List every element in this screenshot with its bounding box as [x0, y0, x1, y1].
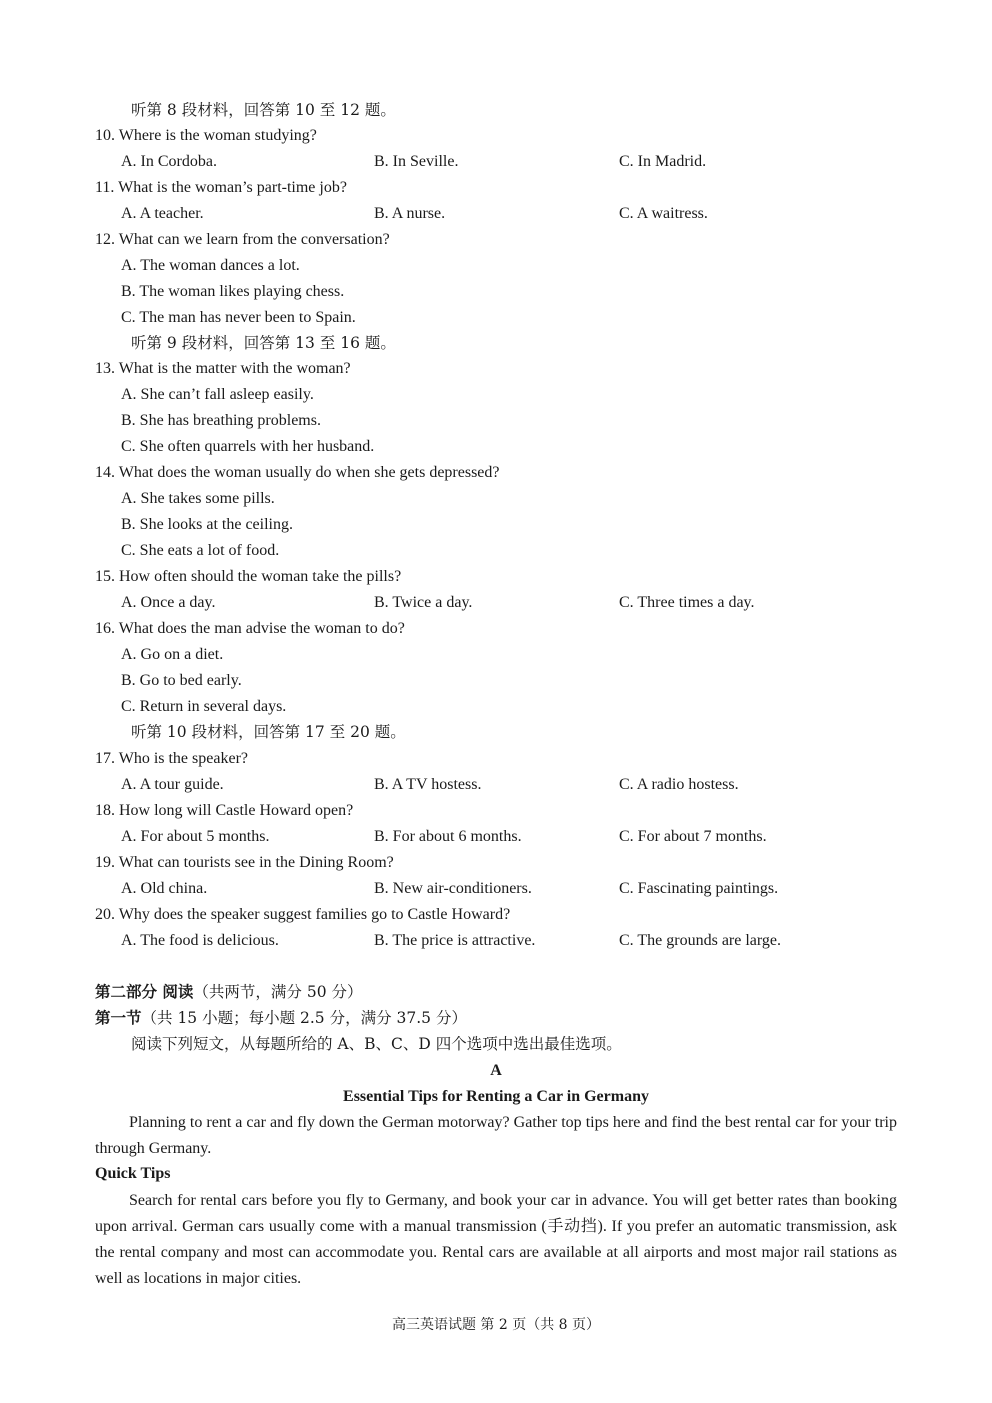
option-15-c: C. Three times a day. [619, 594, 755, 611]
option-13-c: C. She often quarrels with her husband. [121, 438, 375, 455]
option-18-a: A. For about 5 months. [121, 828, 270, 845]
option-10-c: C. In Madrid. [619, 153, 707, 170]
question-10: 10. Where is the woman studying? [95, 127, 317, 144]
passage-letter: A [490, 1062, 502, 1079]
option-14-c: C. She eats a lot of food. [121, 542, 280, 559]
part-two-score: （共两节，满分 50 分） [193, 983, 363, 1001]
option-11-b: B. A nurse. [374, 205, 446, 222]
question-14: 14. What does the woman usually do when she gets depressed? [95, 464, 500, 481]
option-18-c: C. For about 7 months. [619, 828, 767, 845]
section-one-heading [95, 1008, 467, 1028]
option-15-a: A. Once a day. [121, 594, 216, 611]
option-12-c: C. The man has never been to Spain. [121, 309, 356, 326]
option-19-c: C. Fascinating paintings. [619, 880, 779, 897]
option-11-a: A. A teacher. [121, 205, 204, 222]
option-16-b: B. Go to bed early. [121, 672, 242, 689]
part-two-title: 第二部分 阅读 [95, 982, 194, 1001]
option-20-b: B. The price is attractive. [374, 932, 536, 949]
passage-intro: Planning to rent a car and fly down the German motorway? Gather top tips here and find the best rental car for your trip through Germany. [95, 1114, 897, 1157]
option-17-b: B. A TV hostess. [374, 776, 482, 793]
option-12-a: A. The woman dances a lot. [121, 257, 300, 274]
question-17: 17. Who is the speaker? [95, 750, 248, 767]
page-footer: 高三英语试题 第 2 页（共 8 页） [391, 1317, 601, 1333]
option-19-a: A. Old china. [121, 880, 208, 897]
option-20-c: C. The grounds are large. [619, 932, 782, 949]
question-12: 12. What can we learn from the conversation? [95, 231, 390, 248]
passage-subheading: Quick Tips [95, 1165, 171, 1182]
instruction-section-9: 听第 9 段材料，回答第 13 至 16 题。 [131, 334, 396, 352]
option-10-b: B. In Seville. [374, 153, 459, 170]
option-16-c: C. Return in several days. [121, 698, 287, 715]
option-18-b: B. For about 6 months. [374, 828, 522, 845]
instruction-section-8: 听第 8 段材料，回答第 10 至 12 题。 [131, 101, 396, 119]
option-12-b: B. The woman likes playing chess. [121, 283, 345, 300]
passage-title: Essential Tips for Renting a Car in Germany [343, 1088, 649, 1105]
option-16-a: A. Go on a diet. [121, 646, 224, 663]
question-18: 18. How long will Castle Howard open? [95, 802, 354, 819]
reading-instruction: 阅读下列短文，从每题所给的 A、B、C、D 四个选项中选出最佳选项。 [131, 1035, 622, 1053]
question-15: 15. How often should the woman take the pills? [95, 568, 402, 585]
question-13: 13. What is the matter with the woman? [95, 360, 351, 377]
option-20-a: A. The food is delicious. [121, 932, 279, 949]
passage-tips: Search for rental cars before you fly to Germany, and book your car in advance. You will get better rates than booking upon arrival. German cars usually come with a manual transmission (手动挡). If you prefer an automatic transmission, ask the rental company and most can accommodate you. Rental cars are available at all airports and most major rail stations as well as locations in major cities. [95, 1192, 897, 1287]
part-two-heading [95, 982, 362, 1002]
option-19-b: B. New air-conditioners. [374, 880, 532, 897]
option-14-a: A. She takes some pills. [121, 490, 275, 507]
question-19: 19. What can tourists see in the Dining Room? [95, 854, 394, 871]
question-20: 20. Why does the speaker suggest families go to Castle Howard? [95, 906, 511, 923]
section-one-score: （共 15 小题；每小题 2.5 分，满分 37.5 分） [141, 1009, 467, 1027]
option-17-c: C. A radio hostess. [619, 776, 739, 793]
option-14-b: B. She looks at the ceiling. [121, 516, 293, 533]
option-10-a: A. In Cordoba. [121, 153, 217, 170]
option-11-c: C. A waitress. [619, 205, 708, 222]
question-16: 16. What does the man advise the woman to do? [95, 620, 405, 637]
option-13-a: A. She can’t fall asleep easily. [121, 386, 314, 403]
option-15-b: B. Twice a day. [374, 594, 473, 611]
question-11: 11. What is the woman’s part-time job? [95, 179, 347, 196]
option-17-a: A. A tour guide. [121, 776, 224, 793]
option-13-b: B. She has breathing problems. [121, 412, 321, 429]
instruction-section-10: 听第 10 段材料，回答第 17 至 20 题。 [131, 723, 406, 741]
section-one-title: 第一节 [95, 1008, 142, 1027]
